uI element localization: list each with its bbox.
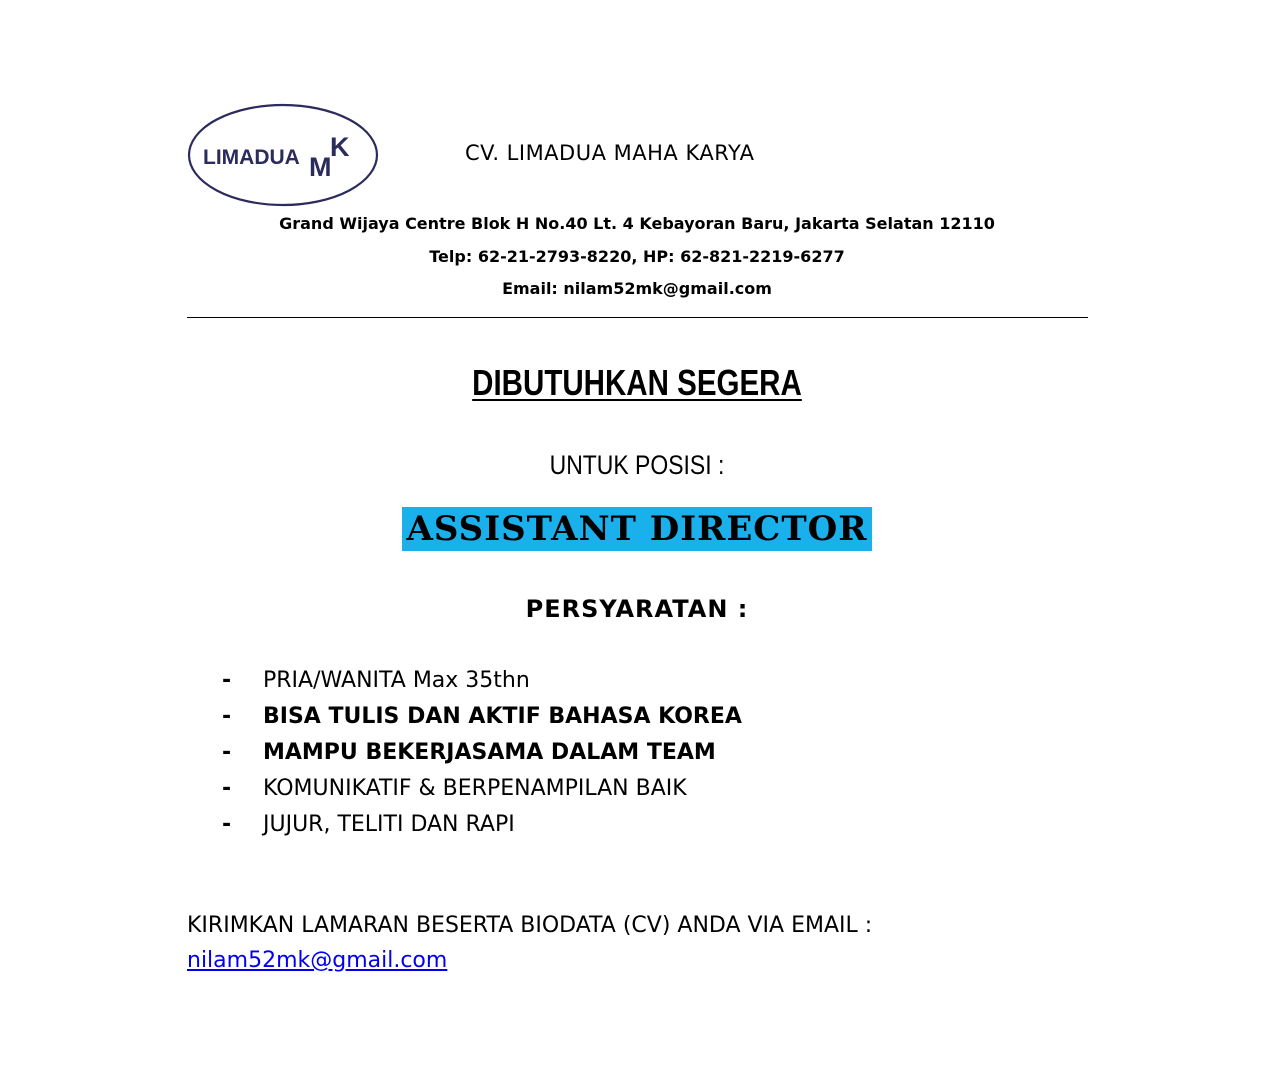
requirement-text: BISA TULIS DAN AKTIF BAHASA KOREA <box>263 703 742 729</box>
logo-text-main: LIMADUA <box>203 146 300 169</box>
position-label: UNTUK POSISI : <box>549 450 725 480</box>
requirement-text: MAMPU BEKERJASAMA DALAM TEAM <box>263 739 716 765</box>
headline-text: DIBUTUHKAN SEGERA <box>472 362 802 403</box>
requirement-item <box>222 770 742 806</box>
company-name: CV. LIMADUA MAHA KARYA <box>465 141 755 165</box>
requirement-text: PRIA/WANITA Max 35thn <box>263 667 530 693</box>
requirements-list <box>222 662 742 842</box>
job-title: ASSISTANT DIRECTOR <box>402 507 871 551</box>
requirement-item <box>222 662 742 698</box>
application-email-link[interactable]: nilam52mk@gmail.com <box>187 948 448 973</box>
bullet-dash: - <box>222 703 232 729</box>
company-logo <box>187 98 381 208</box>
bullet-dash: - <box>222 667 232 693</box>
requirements-title: PERSYARATAN : <box>525 595 749 623</box>
job-title-container <box>187 507 1087 551</box>
bullet-dash: - <box>222 739 232 765</box>
logo-text-k: K <box>330 132 350 162</box>
requirement-item <box>222 806 742 842</box>
requirement-text: JUJUR, TELITI DAN RAPI <box>263 811 515 837</box>
requirement-item <box>222 698 742 734</box>
requirement-item <box>222 734 742 770</box>
requirement-text: KOMUNIKATIF & BERPENAMPILAN BAIK <box>263 775 687 801</box>
bullet-dash: - <box>222 811 232 837</box>
application-instruction: KIRIMKAN LAMARAN BESERTA BIODATA (CV) ANDA VIA EMAIL : <box>187 913 873 938</box>
company-phone: Telp: 62-21-2793-8220, HP: 62-821-2219-6277 <box>429 247 845 266</box>
company-address: Grand Wijaya Centre Blok H No.40 Lt. 4 Kebayoran Baru, Jakarta Selatan 12110 <box>279 214 995 233</box>
header-divider <box>187 317 1088 318</box>
headline <box>268 362 1006 404</box>
company-email-line: Email: nilam52mk@gmail.com <box>502 279 772 298</box>
bullet-dash: - <box>222 775 232 801</box>
logo-text-m: M <box>309 152 332 182</box>
